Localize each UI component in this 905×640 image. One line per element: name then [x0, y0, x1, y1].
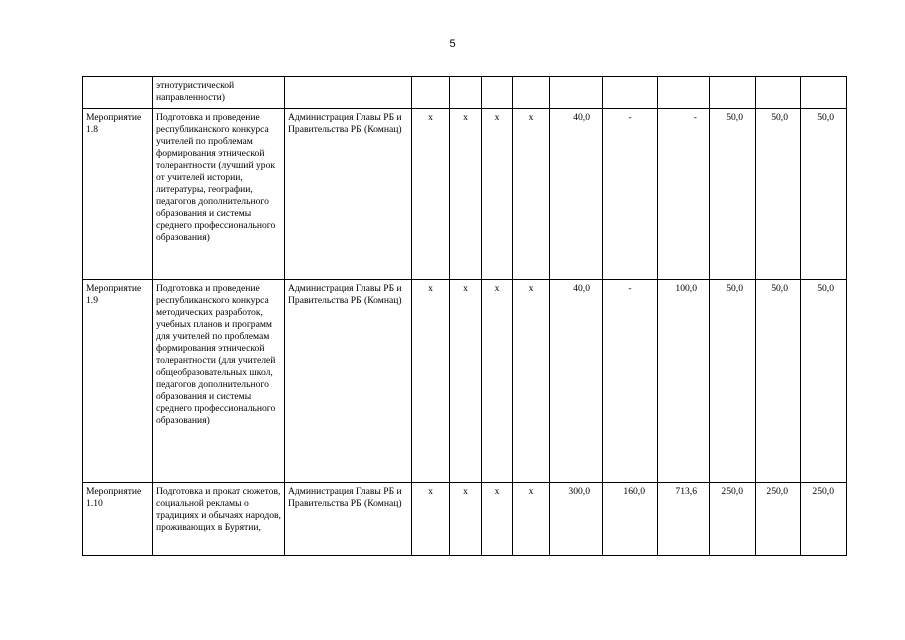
- value-cell: 50,0: [710, 109, 756, 280]
- value-cell: 100,0: [658, 280, 710, 483]
- executor-cell: Администрация Главы РБ и Правительства РБ (Комнац): [285, 109, 412, 280]
- value-cell: x: [450, 280, 482, 483]
- executor-cell: Администрация Главы РБ и Правительства РБ (Комнац): [285, 280, 412, 483]
- value-cell: 50,0: [756, 109, 801, 280]
- value-cell: x: [482, 483, 513, 556]
- value-cell: 40,0: [550, 280, 603, 483]
- value-cell: 50,0: [710, 280, 756, 483]
- value-cell: [658, 77, 710, 109]
- page-number: 5: [449, 38, 456, 50]
- value-cell: x: [412, 109, 450, 280]
- value-cell: [450, 77, 482, 109]
- value-cell: x: [450, 109, 482, 280]
- program-table: [82, 76, 847, 556]
- value-cell: -: [658, 109, 710, 280]
- event-id-cell: [83, 77, 153, 109]
- value-cell: x: [482, 280, 513, 483]
- value-cell: [482, 77, 513, 109]
- value-cell: [603, 77, 658, 109]
- value-cell: 40,0: [550, 109, 603, 280]
- value-cell: 50,0: [756, 280, 801, 483]
- event-description-cell: Подготовка и проведение республиканского конкурса методических разработок, учебных планов и программ для учителей по проблемам формирования этнической толерантности (для учителей общеобразовательных школ, педагогов дополнительного образования и системы среднего профессионального образования): [153, 280, 285, 483]
- value-cell: x: [412, 483, 450, 556]
- value-cell: [550, 77, 603, 109]
- table-row: [83, 109, 847, 280]
- executor-cell: Администрация Главы РБ и Правительства РБ (Комнац): [285, 483, 412, 556]
- value-cell: [756, 77, 801, 109]
- event-description-cell: Подготовка и прокат сюжетов, социальной рекламы о традициях и обычаях народов, проживающих в Бурятии,: [153, 483, 285, 556]
- value-cell: 50,0: [801, 109, 847, 280]
- executor-cell: [285, 77, 412, 109]
- event-id-cell: Мероприятие 1.8: [83, 109, 153, 280]
- value-cell: -: [603, 109, 658, 280]
- value-cell: [513, 77, 550, 109]
- table-row: [83, 77, 847, 109]
- value-cell: [710, 77, 756, 109]
- value-cell: 160,0: [603, 483, 658, 556]
- value-cell: 250,0: [801, 483, 847, 556]
- event-id-cell: Мероприятие 1.9: [83, 280, 153, 483]
- value-cell: x: [513, 483, 550, 556]
- value-cell: x: [513, 109, 550, 280]
- event-description-cell: Подготовка и проведение республиканского конкурса учителей по проблемам формирования этнической толерантности (лучший урок от учителей истории, литературы, географии, педагогов дополнительного образования и системы среднего профессионального образования): [153, 109, 285, 280]
- value-cell: x: [450, 483, 482, 556]
- table-row: [83, 280, 847, 483]
- value-cell: 713,6: [658, 483, 710, 556]
- value-cell: [412, 77, 450, 109]
- value-cell: 250,0: [710, 483, 756, 556]
- value-cell: x: [513, 280, 550, 483]
- table-row: [83, 483, 847, 556]
- value-cell: -: [603, 280, 658, 483]
- event-description-cell: этнотуристической направленности): [153, 77, 285, 109]
- value-cell: x: [412, 280, 450, 483]
- event-id-cell: Мероприятие 1.10: [83, 483, 153, 556]
- value-cell: 50,0: [801, 280, 847, 483]
- value-cell: x: [482, 109, 513, 280]
- value-cell: [801, 77, 847, 109]
- value-cell: 300,0: [550, 483, 603, 556]
- value-cell: 250,0: [756, 483, 801, 556]
